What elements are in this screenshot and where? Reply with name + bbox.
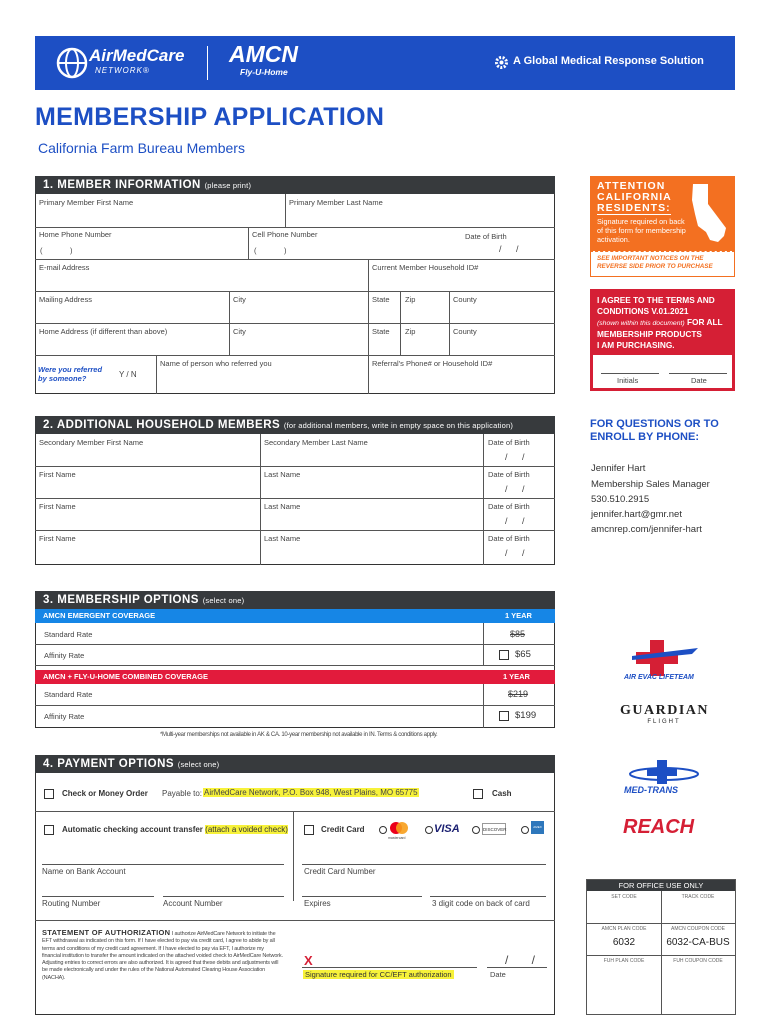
cash-label: Cash: [492, 789, 512, 798]
attn-line-3: RESIDENTS:: [597, 202, 671, 214]
fuh-coupon-code-label: FUH COUPON CODE: [673, 958, 723, 964]
dob-field[interactable]: Date of Birth: [465, 232, 507, 241]
check-money-order-label: Check or Money Order: [62, 789, 148, 798]
page-subtitle: California Farm Bureau Members: [38, 140, 245, 156]
member-2-last-name[interactable]: Last Name: [264, 470, 301, 479]
agree-italic: (shown within this document): [597, 320, 685, 327]
signature-line[interactable]: [302, 967, 477, 968]
combined-affinity-price: $199: [515, 710, 537, 721]
amcn-plan-code-value: 6032: [612, 937, 636, 948]
primary-last-name-field[interactable]: Primary Member Last Name: [289, 198, 383, 207]
combined-coverage-label: AMCN + FLY-U-HOME COMBINED COVERAGE: [43, 672, 208, 681]
cvv-field[interactable]: 3 digit code on back of card: [432, 899, 530, 908]
agree-line-5: I AM PURCHASING.: [597, 340, 675, 350]
home-phone-paren-open: (: [40, 246, 43, 255]
guardian-logo: [620, 703, 730, 733]
brand-network: NETWORK®: [95, 66, 150, 75]
mailing-state-field[interactable]: State: [372, 295, 390, 304]
guardian-text: GUARDIAN: [620, 703, 709, 718]
bank-account-name-field[interactable]: Name on Bank Account: [42, 867, 126, 876]
secondary-dob-slashes: / /: [505, 452, 531, 462]
home-state-field[interactable]: State: [372, 327, 390, 336]
section-3-header: [35, 591, 555, 609]
referrer-phone-field[interactable]: Referral's Phone# or Household ID#: [372, 359, 493, 368]
agree-for-all: FOR ALL: [686, 317, 723, 327]
office-use-box: [586, 879, 736, 1015]
member-3-last-name[interactable]: Last Name: [264, 502, 301, 511]
page-title: MEMBERSHIP APPLICATION: [35, 103, 385, 131]
home-city-field[interactable]: City: [233, 327, 246, 336]
section-2-header: [35, 416, 555, 434]
member-4-last-name[interactable]: Last Name: [264, 534, 301, 543]
header-banner: [35, 36, 735, 90]
mailing-county-field[interactable]: County: [453, 295, 477, 304]
home-address-field[interactable]: Home Address (if different than above): [39, 327, 168, 336]
combined-affinity-checkbox[interactable]: [499, 711, 509, 721]
authorization-statement: [42, 929, 284, 982]
attn-body: Signature required on back of this form for membership activation.: [597, 217, 686, 244]
amex-text: AMEX: [533, 825, 542, 829]
section-2-form: [35, 434, 555, 565]
routing-number-field[interactable]: Routing Number: [42, 899, 101, 908]
credit-card-checkbox[interactable]: [304, 825, 314, 835]
emergent-standard-price: $85: [510, 629, 526, 639]
brand-divider: [207, 46, 208, 80]
brand-amcn: AMCN: [229, 41, 298, 67]
check-money-order-checkbox[interactable]: [44, 789, 54, 799]
section-2-note: (for additional members, write in empty space on this application): [283, 421, 514, 430]
amcn-plan-code-label: AMCN PLAN CODE: [601, 926, 647, 932]
emergent-coverage-label: AMCN EMERGENT COVERAGE: [43, 611, 156, 620]
member-3-dob[interactable]: Date of Birth: [488, 502, 530, 511]
cash-checkbox[interactable]: [473, 789, 483, 799]
discover-text: DISCOVER: [483, 827, 507, 832]
attn-notice: SEE IMPORTANT NOTICES ON THE REVERSE SIDE PRIOR TO PURCHASE: [597, 255, 713, 270]
referrer-name-field[interactable]: Name of person who referred you: [160, 359, 272, 368]
dob-slashes: / /: [499, 244, 525, 254]
agree-line-1: I AGREE TO THE TERMS AND: [597, 295, 715, 305]
date-label: Date: [691, 376, 707, 385]
credit-card-label: Credit Card: [321, 825, 365, 834]
questions-title: [590, 418, 719, 444]
med-trans-text: MED-TRANS: [624, 785, 678, 795]
home-zip-field[interactable]: Zip: [405, 327, 416, 336]
email-field[interactable]: E-mail Address: [39, 263, 90, 272]
contact-phone[interactable]: 530.510.2915: [591, 494, 650, 505]
account-number-field[interactable]: Account Number: [163, 899, 223, 908]
combined-coverage-bar: [35, 670, 555, 684]
emergent-standard-label: Standard Rate: [44, 630, 93, 639]
questions-title-2: ENROLL BY PHONE:: [590, 431, 699, 443]
signature-date-slashes: / /: [505, 953, 546, 967]
signature-date-label: Date: [490, 970, 506, 979]
amcn-coupon-code-value: 6032-CA-BUS: [666, 937, 730, 948]
section-4-header: [35, 755, 555, 773]
agree-line-3: [597, 317, 723, 327]
cell-phone-field[interactable]: Cell Phone Number: [252, 230, 318, 239]
air-evac-cross-icon: [620, 636, 710, 676]
combined-affinity-label: Affinity Rate: [44, 712, 85, 721]
secondary-last-name-field[interactable]: Secondary Member Last Name: [264, 438, 368, 447]
member-2-dob[interactable]: Date of Birth: [488, 470, 530, 479]
emergent-coverage-bar: [35, 609, 555, 623]
referred-yn[interactable]: Y / N: [119, 370, 137, 379]
brand-flyuhome: Fly-U-Home: [240, 67, 288, 77]
air-evac-text: AIR EVAC LIFETEAM: [624, 674, 694, 681]
amex-radio[interactable]: [521, 826, 529, 834]
member-2-dob-slashes: / /: [505, 484, 531, 494]
referred-question: Were you referred: [38, 365, 103, 374]
air-evac-logo: [620, 636, 710, 684]
payable-to-label: Payable to:: [162, 789, 203, 798]
mastercard-text: mastercard: [388, 836, 406, 840]
section-3-title: 3. MEMBERSHIP OPTIONS: [43, 594, 199, 606]
home-phone-field[interactable]: Home Phone Number: [39, 230, 112, 239]
mastercard-radio[interactable]: [379, 826, 387, 834]
emergent-affinity-label: Affinity Rate: [44, 651, 85, 660]
combined-standard-price: $219: [508, 689, 529, 699]
emergent-coverage-term: 1 YEAR: [505, 611, 532, 620]
med-trans-cross-icon: [622, 758, 712, 786]
member-4-first-name[interactable]: First Name: [39, 534, 76, 543]
emergent-affinity-price: $65: [515, 649, 531, 660]
contact-title: Membership Sales Manager: [591, 479, 710, 490]
section-1-title: 1. MEMBER INFORMATION: [43, 179, 201, 191]
signature-date-line[interactable]: [487, 967, 547, 968]
attn-line-2: CALIFORNIA: [597, 191, 672, 203]
gear-icon: [494, 55, 509, 70]
contact-name: Jennifer Hart: [591, 463, 646, 474]
discover-radio[interactable]: [472, 826, 480, 834]
visa-radio[interactable]: [425, 826, 433, 834]
auto-transfer-note: (attach a voided check): [205, 825, 288, 834]
secondary-first-name-field[interactable]: Secondary Member First Name: [39, 438, 144, 447]
expires-field[interactable]: Expires: [304, 899, 331, 908]
household-id-field[interactable]: Current Member Household ID#: [372, 263, 479, 272]
combined-coverage-term: 1 YEAR: [503, 672, 530, 681]
cell-phone-paren-open: (: [254, 246, 257, 255]
secondary-dob-field[interactable]: Date of Birth: [488, 438, 530, 447]
authorization-title: STATEMENT OF AUTHORIZATION: [42, 928, 171, 937]
membership-footnote: *Multi-year memberships not available in AK & CA. 10-year membership not available in IN. Terms & conditions apply.: [160, 732, 438, 738]
agree-line-2: CONDITIONS V.01.2021: [597, 306, 689, 316]
initials-date-area[interactable]: [593, 355, 732, 388]
discover-icon: [482, 823, 506, 835]
mailing-zip-field[interactable]: Zip: [405, 295, 416, 304]
section-3-form: [35, 609, 555, 728]
section-1-header: [35, 176, 555, 194]
combined-standard-label: Standard Rate: [44, 690, 93, 699]
amex-icon: [531, 821, 544, 834]
payable-address: AirMedCare Network, P.O. Box 948, West Plains, MO 65775: [204, 788, 418, 797]
set-code-label: SET CODE: [611, 894, 637, 900]
signature-x: X: [304, 953, 313, 968]
globe-icon: [55, 46, 89, 80]
referred-question-2: by someone?: [38, 374, 87, 383]
fuh-plan-code-label: FUH PLAN CODE: [603, 958, 645, 964]
tagline: A Global Medical Response Solution: [513, 55, 704, 67]
questions-title-1: FOR QUESTIONS OR TO: [590, 418, 719, 430]
primary-first-name-field[interactable]: Primary Member First Name: [39, 198, 134, 207]
mailing-city-field[interactable]: City: [233, 295, 246, 304]
auto-transfer-label: [62, 825, 288, 834]
member-3-first-name[interactable]: First Name: [39, 502, 76, 511]
member-4-dob-slashes: / /: [505, 548, 531, 558]
brand-airmedcare: AirMedCare: [89, 46, 185, 65]
mailing-address-field[interactable]: Mailing Address: [39, 295, 92, 304]
terms-agreement-box: [590, 289, 735, 391]
med-trans-logo: [622, 758, 712, 798]
track-code-label: TRACK CODE: [681, 894, 715, 900]
credit-card-number-field[interactable]: Credit Card Number: [304, 867, 376, 876]
office-use-title: FOR OFFICE USE ONLY: [587, 880, 735, 891]
contact-url[interactable]: amcnrep.com/jennifer-hart: [591, 524, 702, 535]
emergent-affinity-checkbox[interactable]: [499, 650, 509, 660]
contact-email[interactable]: jennifer.hart@gmr.net: [591, 509, 682, 520]
signature-note: Signature required for CC/EFT authorization: [305, 970, 452, 979]
section-1-note: (please print): [204, 181, 252, 190]
authorization-body: I authorize AirMedCare Network to initiate the EFT withdrawal as indicated on this form. If I have elected to pay via credit card, I agree to abide by all terms and conditions of my credit card agreement. If I have elected to pay via EFT, I authorize my financial institution to transfer the amount indicated on the attached voided check to AirMedCare Network. Adjusting entries to correct errors are also authorized. It is agreed that these debits and adjustments will be made electronically and under the rules of the National Automated Clearing House Association (NACHA).: [42, 931, 283, 981]
attn-line-1: ATTENTION: [597, 180, 666, 192]
agree-line-4: MEMBERSHIP PRODUCTS: [597, 329, 702, 339]
section-4-title: 4. PAYMENT OPTIONS: [43, 758, 175, 770]
section-4-note: (select one): [177, 760, 220, 769]
auto-transfer-checkbox[interactable]: [44, 825, 54, 835]
member-3-dob-slashes: / /: [505, 516, 531, 526]
guardian-sub-text: FLIGHT: [647, 719, 681, 725]
section-3-note: (select one): [202, 596, 245, 605]
california-notice-footer: [590, 251, 735, 277]
member-2-first-name[interactable]: First Name: [39, 470, 76, 479]
california-map-icon: [690, 182, 730, 244]
visa-icon: VISA: [434, 823, 460, 835]
member-4-dob[interactable]: Date of Birth: [488, 534, 530, 543]
auto-transfer-text: Automatic checking account transfer: [62, 825, 203, 834]
cell-phone-paren-close: ): [284, 246, 287, 255]
home-phone-paren-close: ): [70, 246, 73, 255]
amcn-coupon-code-label: AMCN COUPON CODE: [671, 926, 725, 932]
initials-label: Initials: [617, 376, 639, 385]
section-2-title: 2. ADDITIONAL HOUSEHOLD MEMBERS: [43, 419, 281, 431]
home-county-field[interactable]: County: [453, 327, 477, 336]
reach-logo: REACH: [623, 816, 695, 838]
